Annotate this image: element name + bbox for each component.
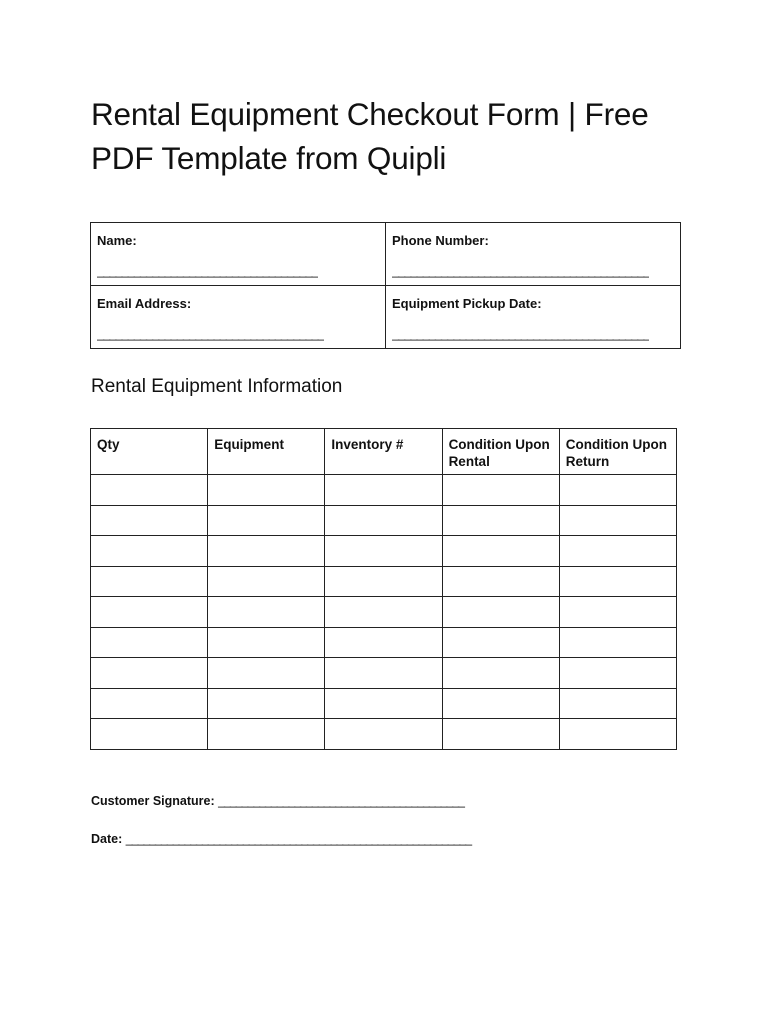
column-header-equipment: Equipment	[208, 429, 325, 475]
email-address-field[interactable]	[91, 286, 386, 349]
date-blank-line: ___________________________________________________________	[125, 832, 472, 846]
equipment-cell[interactable]	[208, 566, 325, 597]
column-header-inventory: Inventory #	[325, 429, 442, 475]
customer-info-table	[90, 222, 681, 349]
date-label: Date:	[91, 832, 123, 846]
equipment-cell[interactable]	[559, 597, 676, 628]
column-header-condition-return: Condition Upon Return	[559, 429, 676, 475]
equipment-cell[interactable]	[208, 597, 325, 628]
equipment-cell[interactable]	[91, 627, 208, 658]
customer-signature-blank-line: __________________________________________	[218, 794, 464, 808]
name-field[interactable]	[91, 223, 386, 286]
equipment-cell[interactable]	[559, 719, 676, 750]
email-address-blank-line: _____________________________________	[97, 326, 324, 341]
pickup-date-blank-line: __________________________________________	[392, 326, 650, 341]
equipment-row	[91, 627, 677, 658]
equipment-cell[interactable]	[325, 658, 442, 689]
equipment-cell[interactable]	[208, 719, 325, 750]
equipment-cell[interactable]	[325, 627, 442, 658]
equipment-cell[interactable]	[442, 566, 559, 597]
pickup-date-field[interactable]	[386, 286, 681, 349]
name-label: Name:	[97, 233, 137, 248]
equipment-cell[interactable]	[559, 475, 676, 506]
name-blank-line: ____________________________________	[97, 263, 318, 278]
email-address-label: Email Address:	[97, 296, 192, 311]
equipment-cell[interactable]	[442, 475, 559, 506]
equipment-cell[interactable]	[208, 627, 325, 658]
customer-signature-field[interactable]	[91, 794, 464, 808]
equipment-cell[interactable]	[442, 719, 559, 750]
equipment-cell[interactable]	[559, 566, 676, 597]
equipment-row	[91, 688, 677, 719]
equipment-cell[interactable]	[91, 505, 208, 536]
equipment-cell[interactable]	[91, 597, 208, 628]
equipment-cell[interactable]	[559, 505, 676, 536]
equipment-table-body	[91, 475, 677, 750]
customer-info-row	[91, 286, 681, 349]
equipment-row	[91, 658, 677, 689]
pickup-date-label: Equipment Pickup Date:	[392, 296, 542, 311]
equipment-cell[interactable]	[559, 658, 676, 689]
equipment-cell[interactable]	[91, 536, 208, 567]
equipment-cell[interactable]	[91, 688, 208, 719]
equipment-cell[interactable]	[442, 536, 559, 567]
equipment-cell[interactable]	[325, 505, 442, 536]
equipment-cell[interactable]	[325, 536, 442, 567]
equipment-cell[interactable]	[325, 475, 442, 506]
equipment-row	[91, 536, 677, 567]
equipment-table-header	[91, 429, 677, 475]
equipment-cell[interactable]	[442, 688, 559, 719]
equipment-cell[interactable]	[559, 688, 676, 719]
equipment-row	[91, 505, 677, 536]
equipment-cell[interactable]	[325, 566, 442, 597]
phone-number-field[interactable]	[386, 223, 681, 286]
phone-number-label: Phone Number:	[392, 233, 489, 248]
section-heading: Rental Equipment Information	[91, 376, 343, 397]
customer-signature-label: Customer Signature:	[91, 794, 215, 808]
page-title: Rental Equipment Checkout Form | Free PDF Template from Quipli	[91, 96, 649, 176]
equipment-row	[91, 566, 677, 597]
equipment-cell[interactable]	[208, 658, 325, 689]
equipment-cell[interactable]	[208, 536, 325, 567]
equipment-cell[interactable]	[325, 688, 442, 719]
equipment-cell[interactable]	[442, 627, 559, 658]
phone-number-blank-line: __________________________________________	[392, 263, 650, 278]
equipment-cell[interactable]	[559, 536, 676, 567]
equipment-cell[interactable]	[325, 597, 442, 628]
equipment-cell[interactable]	[91, 475, 208, 506]
equipment-table	[90, 428, 677, 750]
equipment-cell[interactable]	[559, 627, 676, 658]
equipment-cell[interactable]	[208, 475, 325, 506]
equipment-cell[interactable]	[91, 719, 208, 750]
customer-info-row	[91, 223, 681, 286]
equipment-cell[interactable]	[91, 566, 208, 597]
equipment-cell[interactable]	[442, 658, 559, 689]
equipment-row	[91, 719, 677, 750]
equipment-row	[91, 475, 677, 506]
equipment-cell[interactable]	[442, 505, 559, 536]
equipment-cell[interactable]	[208, 505, 325, 536]
equipment-cell[interactable]	[208, 688, 325, 719]
equipment-cell[interactable]	[91, 658, 208, 689]
column-header-condition-rental: Condition Upon Rental	[442, 429, 559, 475]
equipment-row	[91, 597, 677, 628]
column-header-qty: Qty	[91, 429, 208, 475]
date-field[interactable]	[91, 832, 471, 846]
equipment-cell[interactable]	[442, 597, 559, 628]
equipment-cell[interactable]	[325, 719, 442, 750]
